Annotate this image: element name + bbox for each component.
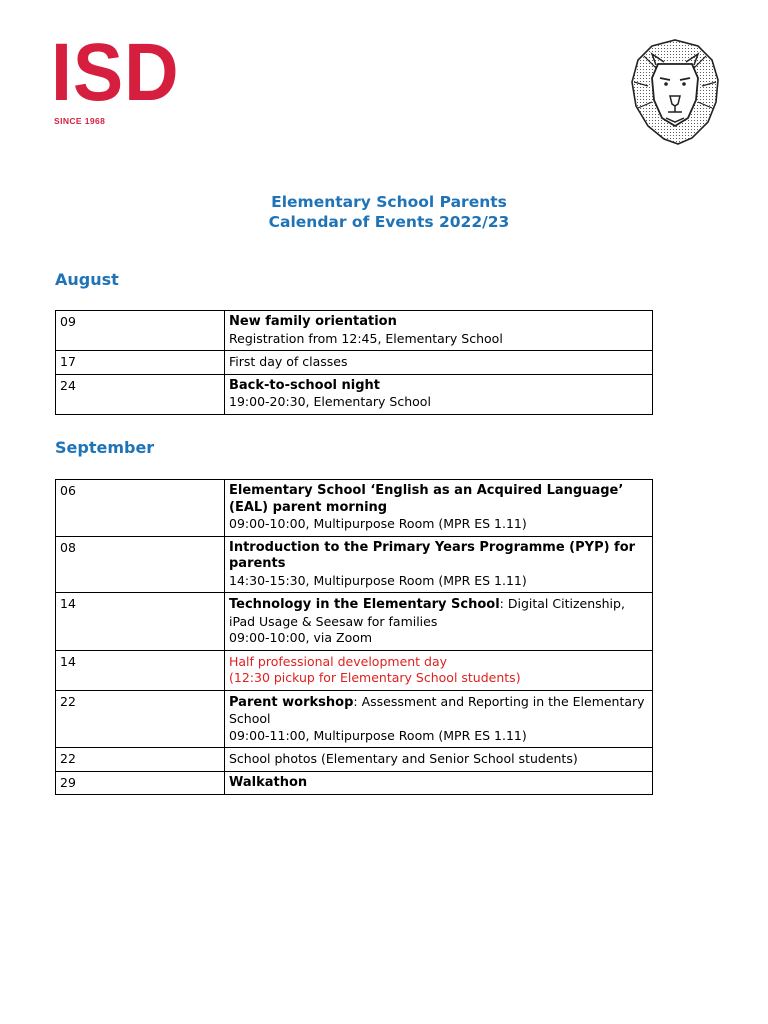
- event-date: 24: [56, 374, 225, 414]
- lion-head-icon: [630, 38, 720, 148]
- logo-wordmark: ISD: [51, 27, 180, 118]
- event-detail: 09:00-10:00, Multipurpose Room (MPR ES 1.11): [229, 516, 527, 531]
- event-detail: 14:30-15:30, Multipurpose Room (MPR ES 1.11): [229, 572, 527, 588]
- event-detail: Registration from 12:45, Elementary School: [229, 330, 503, 346]
- table-row: [56, 690, 653, 748]
- event-date: 22: [56, 748, 225, 772]
- event-title: New family orientation: [229, 314, 397, 329]
- table-row: [56, 593, 653, 651]
- event-title: Back-to-school night: [229, 377, 380, 393]
- events-table-september: [55, 479, 653, 795]
- event-title: Walkathon: [229, 774, 308, 790]
- event-date: 09: [56, 311, 225, 351]
- events-table-august: [55, 310, 653, 415]
- table-row: [56, 536, 653, 593]
- event-cell: [225, 351, 653, 375]
- event-date: 22: [56, 690, 225, 748]
- event-title-rest: : Assessment and Reporting in the Elementary School: [229, 693, 645, 726]
- event-cell: [225, 480, 653, 537]
- event-cell: [225, 374, 653, 414]
- event-title: Introduction to the Primary Years Programme (PYP) for parents: [229, 539, 636, 571]
- event-cell: [225, 650, 653, 690]
- table-row: [56, 748, 653, 772]
- event-date: 06: [56, 480, 225, 537]
- event-cell: [225, 771, 653, 795]
- event-title: Elementary School ‘English as an Acquired Language’ (EAL) parent morning: [229, 483, 624, 515]
- event-date: 17: [56, 351, 225, 375]
- event-detail: 09:00-10:00, via Zoom: [229, 630, 373, 645]
- event-date: 08: [56, 536, 225, 593]
- event-date: 29: [56, 771, 225, 795]
- table-row: [56, 771, 653, 795]
- event-detail: (12:30 pickup for Elementary School students): [229, 670, 521, 685]
- isd-logo: [51, 27, 191, 126]
- title-line-1: Elementary School Parents: [271, 193, 507, 211]
- event-detail: 19:00-20:30, Elementary School: [229, 394, 431, 409]
- event-text: First day of classes: [229, 354, 348, 369]
- event-text: School photos (Elementary and Senior School students): [229, 751, 578, 766]
- event-cell: [225, 536, 653, 593]
- logo-since-tagline: SINCE 1968: [54, 116, 106, 126]
- document-title: [0, 192, 768, 232]
- event-cell: [225, 311, 653, 351]
- section-heading-september: September: [55, 438, 155, 457]
- table-row: [56, 650, 653, 690]
- event-cell: [225, 593, 653, 651]
- event-cell: [225, 748, 653, 772]
- event-title: Parent workshop: [229, 694, 354, 710]
- table-row: [56, 351, 653, 375]
- table-row: [56, 311, 653, 351]
- event-title: Technology in the Elementary School: [229, 597, 500, 612]
- event-cell: [225, 690, 653, 748]
- event-text: Half professional development day: [229, 653, 448, 669]
- table-row: [56, 374, 653, 414]
- event-date: 14: [56, 650, 225, 690]
- event-title-rest: : Digital Citizenship, iPad Usage & Seesaw for families: [229, 596, 625, 629]
- section-heading-august: August: [55, 270, 119, 289]
- table-row: [56, 480, 653, 537]
- event-date: 14: [56, 593, 225, 651]
- event-detail: 09:00-11:00, Multipurpose Room (MPR ES 1.11): [229, 727, 527, 743]
- title-line-2: Calendar of Events 2022/23: [268, 213, 510, 231]
